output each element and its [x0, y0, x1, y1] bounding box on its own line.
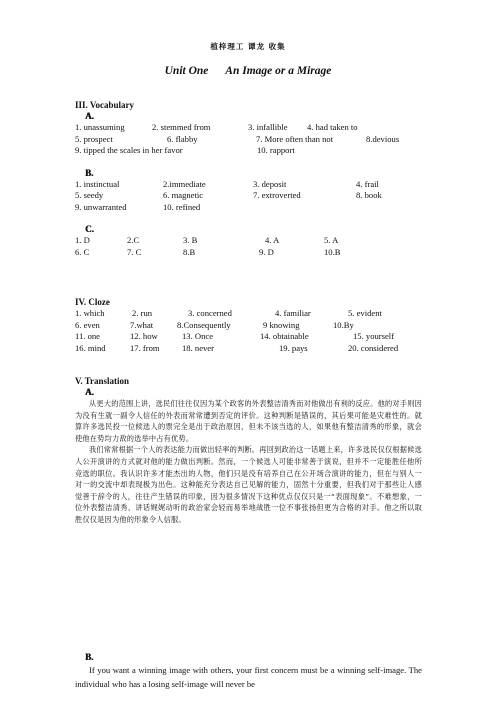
answer-item: 11. one [75, 331, 100, 341]
unit-number: Unit One [164, 65, 209, 77]
translation-section [75, 375, 422, 526]
translation-b-section [75, 652, 422, 691]
answer-item: 7.what [130, 319, 154, 330]
vocab-c-label: C. [85, 224, 94, 234]
answer-item: 5. evident [348, 308, 382, 318]
vocabulary-heading: III. Vocabulary [75, 100, 135, 110]
translation-b-label: B. [85, 652, 94, 662]
answer-item: 7. extroverted [253, 190, 301, 200]
answer-item: 7. C [127, 246, 142, 257]
answer-item: 9. tipped the scales in her favor [75, 145, 183, 155]
answer-item: 9 knowing [263, 319, 300, 330]
answer-item: 6. even [75, 319, 100, 330]
answer-item: 5. prospect [75, 133, 113, 144]
answer-item: 13. Once [182, 331, 214, 341]
translation-b-paragraph: If you want a winning image with others, your first concern must be a winning self-image. The individual who has a losing self-image will never be [75, 665, 422, 690]
vocab-a-row [75, 145, 435, 157]
cloze-row [75, 308, 435, 320]
answer-item: 10.By [333, 319, 354, 330]
answer-item: 3. concerned [188, 308, 232, 318]
cloze-row [75, 331, 435, 343]
vocab-a-row [75, 134, 435, 146]
answer-item: 16. mind [75, 342, 106, 353]
vocab-a-row [75, 122, 435, 134]
answer-item: 9. unwarranted [75, 201, 127, 212]
cloze-section [75, 296, 435, 354]
cloze-row [75, 320, 435, 332]
vocab-b-row [75, 179, 435, 191]
vocab-c-row [75, 235, 435, 247]
answer-item: 9. D [259, 246, 274, 257]
answer-item: 2. run [132, 308, 153, 318]
translation-a-paragraph: 从更大的范围上讲，选民们往往仅因为某个政客的外表整洁清秀而对他做出有利的反应。他的对手则因为没有生就一副令人信任的外表而常常遭到否定的评价。这种判断是错误的，其后果可能是灾难性的。就算许多选民投一位候选人的票完全是出于政治原因，但未不该当选的人，如果他有整洁清秀的形象，就会使他在势均力敌的选举中占有优势。 [75, 399, 422, 443]
vocab-b-label: B. [85, 167, 94, 178]
answer-item: 3. deposit [253, 178, 287, 189]
answer-item: 8.devious [366, 133, 400, 144]
vocabulary-section [75, 99, 435, 258]
answer-item: 2.C [127, 235, 140, 245]
answer-item: 4. frail [356, 178, 379, 189]
answer-item: 3. B [183, 235, 198, 245]
answer-item: 8. book [356, 190, 382, 200]
answer-item: 6. flabby [167, 133, 198, 144]
answer-item: 19. pays [279, 342, 308, 353]
answer-item: 20. considered [348, 342, 399, 353]
answer-item: 8.Consequently [177, 319, 231, 330]
translation-a-paragraph: 我们常常根据一个人的表达能力而做出轻率的判断。再回到政治这一话题上来，许多选民仅仅根据候选人公开演讲的方式就对他的能力做出判断。然而，一个候选人可能非常善于演说，但并不一定能胜任他所竞选的职位。我认识许多才能杰出的人物，他们只是没有培养自己在公开场合演讲的能力，但在与别人一对一的交流中却表现极为出色。这种能充分表达自己见解的能力，固然十分重要，但我们对于那些让人感觉善于辞令的人，往往产生错误的印象，因为很多情况下这种优点仅仅只是一“表面现象”。不难想象，一位外表整洁清秀、讲话娓娓动听的政治家会轻而易举地战胜一位不事张扬但更为合格的对手。他之所以取胜仅仅是因为他的形象令人信服。 [75, 445, 422, 524]
answer-item: 6. magnetic [163, 190, 204, 200]
answer-item: 4. A [265, 235, 280, 245]
answer-item: 4. familiar [275, 308, 311, 318]
translation-heading: V. Translation [75, 376, 130, 386]
answer-item: 17. from [130, 342, 160, 353]
cloze-heading: IV. Cloze [75, 297, 110, 307]
answer-item: 3. infallible [248, 122, 288, 132]
answer-item: 14. obtainable [260, 331, 309, 341]
answer-item: 5. A [324, 235, 339, 245]
answer-item: 2.immediate [163, 178, 206, 189]
answer-item: 5. seedy [75, 190, 104, 200]
vocab-b-row [75, 190, 435, 202]
answer-item: 18. never [182, 342, 214, 353]
answer-item: 8.B [183, 246, 196, 257]
page-header: 植梓理工 谭龙 收集 [210, 42, 286, 51]
vocab-c-row [75, 247, 435, 259]
answer-item: 1. D [75, 235, 90, 245]
answer-item: 15. yourself [353, 331, 395, 341]
translation-a-label: A. [85, 387, 94, 397]
answer-item: 1. which [75, 308, 105, 318]
answer-item: 1. instinctual [75, 178, 120, 189]
unit-subtitle: An Image or a Mirage [225, 65, 332, 77]
answer-item: 2. stemmed from [152, 122, 211, 132]
answer-item: 6. C [75, 246, 90, 257]
answer-item: 10. rapport [257, 145, 295, 155]
unit-title [0, 65, 496, 77]
answer-item: 12. how [130, 331, 158, 341]
vocab-b-row [75, 202, 435, 214]
answer-item: 7. More often than not [256, 133, 334, 144]
answer-item: 10. refined [163, 201, 201, 212]
answer-item: 10.B [324, 246, 341, 257]
answer-item: 4. had taken to [307, 122, 358, 132]
answer-item: 1. unassuming [75, 122, 125, 132]
cloze-row [75, 343, 435, 355]
vocab-a-label: A. [85, 111, 94, 121]
